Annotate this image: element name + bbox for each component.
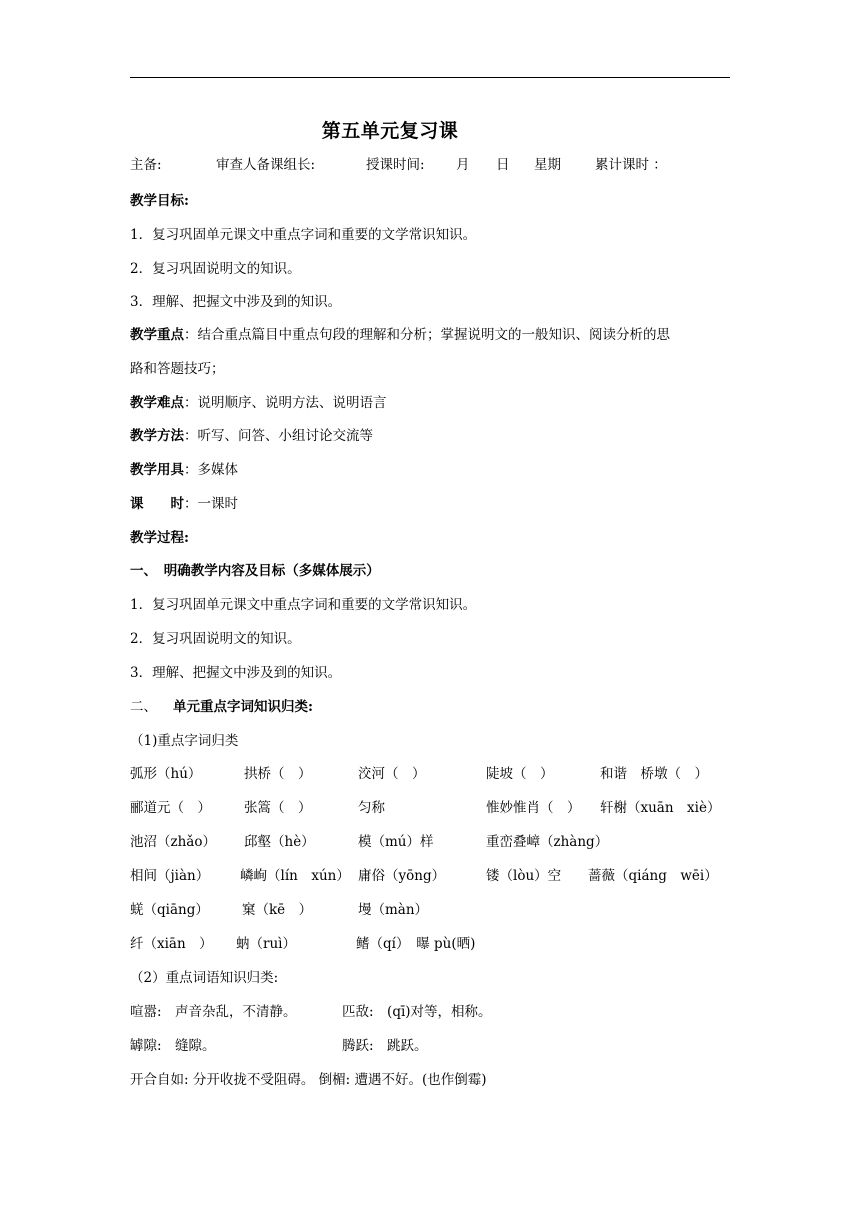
section1-item: 2．复习巩固说明文的知识。 [130,631,301,647]
word-item: 庸俗（yōng） [358,868,446,884]
word-item: 弧形（hú） [130,766,202,782]
key-points-label: 教学重点 [130,327,184,343]
word-item: 重峦叠嶂（zhàng） [486,834,609,850]
definition-item: 开合自如: 分开收拢不受阻碍。 倒楣: 遭遇不好。(也作倒霉) [130,1072,487,1088]
word-item: 匀称 [358,800,385,816]
process-heading: 教学过程: [130,530,189,546]
key-points-text: ：结合重点篇目中重点句段的理解和分析；掌握说明文的一般知识、阅读分析的思 [184,327,670,343]
tools-text: ：多媒体 [184,462,238,478]
phrase-group-heading: （2）重点词语知识归类: [130,970,279,986]
methods-line [130,427,373,445]
definition-item: 腾跃: 跳跃。 [342,1038,428,1054]
section2-number: 二、 [130,699,157,715]
key-points-line [130,326,670,344]
word-item: 池沼（zhǎo） [130,834,216,850]
word-item: 模（mú）样 [358,834,434,850]
header-rule [130,77,730,78]
word-item: 拱桥（ ） [244,766,312,782]
methods-label: 教学方法 [130,428,184,444]
section2-title: 单元重点字词知识归类: [173,699,313,715]
difficulties-line [130,394,387,412]
meta-month: 月 [456,157,470,173]
section1-item: 1．复习巩固单元课文中重点字词和重要的文学常识知识。 [130,597,477,613]
word-item: 张篙（ ） [244,800,312,816]
objective-item: 1．复习巩固单元课文中重点字词和重要的文学常识知识。 [130,227,477,243]
definition-item: 罅隙: 缝隙。 [130,1038,216,1054]
section2-heading [130,698,313,716]
definition-item: 喧嚣: 声音杂乱，不清静。 [130,1004,297,1020]
objective-item: 3．理解、把握文中涉及到的知识。 [130,294,342,310]
hours-label: 课 时 [130,496,184,512]
meta-zhubei: 主备: [130,157,162,173]
tools-line [130,461,238,479]
word-item: 纤（xiān ） [130,936,213,952]
word-item: 嶙峋（lín xún） [240,868,350,884]
word-item: 窠（kē ） [242,902,313,918]
meta-day: 日 [496,157,510,173]
meta-shouke: 授课时间: [366,157,425,173]
word-item: 蜣（qiāng） [130,902,209,918]
word-item: 惟妙惟肖（ ） [486,800,581,816]
word-item: 相间（jiàn） [130,868,210,884]
meta-total-hours: 累计课时 ： [595,157,667,173]
page-title: 第五单元复习课 [321,120,459,142]
word-item: 鳍（qí） 曝 pù(晒) [356,936,476,952]
difficulties-label: 教学难点 [130,395,184,411]
difficulties-text: ：说明顺序、说明方法、说明语言 [184,395,387,411]
word-item: 洨河（ ） [358,766,426,782]
section1-item: 3．理解、把握文中涉及到的知识。 [130,665,342,681]
word-item: 蔷薇（qiáng wēi） [588,868,718,884]
hours-line [130,495,238,513]
word-item: 郦道元（ ） [130,800,211,816]
key-points-continued: 路和答题技巧； [130,361,225,377]
word-item: 陡坡（ ） [486,766,554,782]
word-item: 镂（lòu）空 [486,868,562,884]
word-group-heading: （1)重点字词归类 [130,733,239,749]
section1-heading: 一、 明确教学内容及目标（多媒体展示） [130,563,380,579]
tools-label: 教学用具 [130,462,184,478]
meta-weekday: 星期 [534,157,561,173]
word-item: 和谐 桥墩（ ） [600,766,708,782]
word-item: 墁（màn） [358,902,429,918]
objective-item: 2．复习巩固说明文的知识。 [130,261,301,277]
hours-text: ：一课时 [184,496,238,512]
definition-item: 匹敌: (qī)对等，相称。 [342,1004,492,1020]
word-item: 邱壑（hè） [244,834,315,850]
objectives-heading: 教学目标: [130,193,189,209]
meta-shencha: 审查人备课组长: [216,157,316,173]
word-item: 蚋（ruì） [236,936,296,952]
methods-text: ：听写、问答、小组讨论交流等 [184,428,373,444]
word-item: 轩榭（xuān xiè） [600,800,721,816]
